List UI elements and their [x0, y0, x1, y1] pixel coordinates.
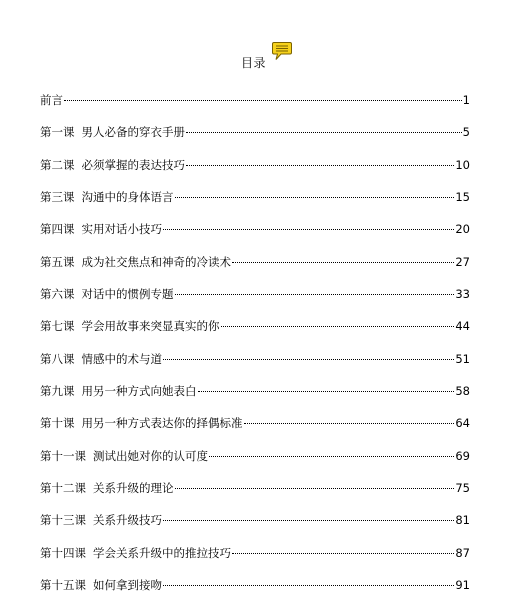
toc-lesson-title: 关系升级技巧	[93, 513, 162, 528]
table-of-contents	[40, 84, 470, 602]
toc-entry-title	[40, 246, 231, 278]
toc-entry[interactable]	[40, 407, 470, 439]
toc-lesson-title: 沟通中的身体语言	[81, 190, 174, 205]
toc-lesson-number: 第二课	[40, 157, 75, 172]
toc-entry-title	[40, 213, 162, 245]
toc-lesson-title: 实用对话小技巧	[81, 222, 162, 237]
dot-leader	[163, 585, 454, 586]
toc-entry[interactable]	[40, 278, 470, 310]
toc-page-number: 1	[462, 93, 470, 107]
toc-lesson-number: 第十课	[40, 416, 75, 431]
toc-page-number: 5	[462, 125, 470, 140]
toc-entry-title	[40, 343, 162, 375]
toc-lesson-number: 第十五课	[40, 578, 86, 593]
toc-lesson-title: 用另一种方式表达你的择偶标准	[81, 416, 243, 431]
dot-leader	[244, 423, 455, 424]
toc-entry-title	[40, 278, 174, 310]
toc-lesson-title: 测试出她对你的认可度	[93, 448, 208, 463]
toc-entry-label: 前言	[40, 93, 63, 107]
toc-lesson-title: 用另一种方式向她表白	[81, 384, 197, 399]
toc-entry-title	[40, 472, 174, 504]
toc-page-number: 15	[455, 190, 470, 205]
toc-page-number: 51	[455, 351, 470, 366]
toc-entry[interactable]	[40, 149, 470, 181]
toc-lesson-number: 第四课	[40, 222, 75, 237]
toc-lesson-number: 第十三课	[40, 513, 86, 528]
toc-page-number: 27	[455, 254, 470, 269]
toc-entry-title	[40, 84, 63, 116]
toc-page-number: 10	[455, 157, 470, 172]
toc-entry-title	[40, 116, 185, 148]
toc-entry-title	[40, 181, 174, 213]
toc-entry[interactable]	[40, 246, 470, 278]
toc-entry-title	[40, 310, 220, 342]
toc-entry-title	[40, 407, 243, 439]
toc-lesson-number: 第十四课	[40, 545, 86, 560]
toc-lesson-number: 第九课	[40, 384, 75, 399]
toc-page-number: 44	[455, 319, 470, 334]
page-title: 目录	[241, 56, 267, 70]
toc-entry[interactable]	[40, 375, 470, 407]
toc-entry[interactable]	[40, 472, 470, 504]
dot-leader	[175, 488, 455, 489]
toc-lesson-title: 学会用故事来突显真实的你	[81, 319, 220, 334]
toc-entry-title	[40, 440, 208, 472]
toc-lesson-title: 如何拿到接吻	[93, 578, 162, 593]
toc-lesson-number: 第十二课	[40, 481, 86, 496]
toc-page-number: 87	[455, 545, 470, 560]
toc-entry-title	[40, 537, 231, 569]
toc-page-number: 91	[455, 578, 470, 593]
dot-leader	[163, 520, 454, 521]
comment-icon[interactable]	[271, 40, 293, 62]
toc-page-number: 75	[455, 481, 470, 496]
toc-entry[interactable]	[40, 181, 470, 213]
toc-lesson-number: 第十一课	[40, 448, 86, 463]
toc-entry[interactable]	[40, 213, 470, 245]
toc-lesson-title: 关系升级的理论	[93, 481, 174, 496]
toc-lesson-number: 第七课	[40, 319, 75, 334]
dot-leader	[209, 456, 454, 457]
dot-leader	[163, 229, 454, 230]
toc-lesson-number: 第五课	[40, 254, 75, 269]
dot-leader	[175, 294, 455, 295]
toc-entry-title	[40, 375, 197, 407]
toc-page-number: 81	[455, 513, 470, 528]
toc-lesson-number: 第一课	[40, 125, 75, 140]
toc-lesson-title: 情感中的术与道	[81, 351, 162, 366]
dot-leader	[232, 262, 454, 263]
dot-leader	[64, 100, 462, 101]
toc-lesson-title: 学会关系升级中的推拉技巧	[93, 545, 231, 560]
toc-entry[interactable]	[40, 440, 470, 472]
toc-lesson-title: 对话中的惯例专题	[81, 287, 174, 302]
toc-lesson-title: 成为社交焦点和神奇的冷读术	[81, 254, 231, 269]
toc-entry[interactable]	[40, 537, 470, 569]
toc-page-number: 69	[455, 448, 470, 463]
dot-leader	[186, 132, 462, 133]
toc-lesson-number: 第六课	[40, 287, 75, 302]
toc-entry-title	[40, 569, 162, 601]
dot-leader	[186, 165, 454, 166]
toc-heading	[0, 38, 515, 74]
toc-entry-title	[40, 504, 162, 536]
dot-leader	[175, 197, 455, 198]
toc-lesson-title: 男人必备的穿衣手册	[81, 125, 185, 140]
toc-entry[interactable]	[40, 116, 470, 148]
toc-entry[interactable]	[40, 84, 470, 116]
dot-leader	[232, 553, 454, 554]
toc-entry[interactable]	[40, 310, 470, 342]
toc-lesson-title: 必须掌握的表达技巧	[81, 157, 185, 172]
dot-leader	[221, 326, 455, 327]
dot-leader	[163, 359, 454, 360]
toc-entry-title	[40, 149, 185, 181]
toc-lesson-number: 第三课	[40, 190, 75, 205]
toc-entry[interactable]	[40, 504, 470, 536]
toc-page-number: 58	[455, 384, 470, 399]
toc-entry[interactable]	[40, 569, 470, 601]
toc-page-number: 64	[455, 416, 470, 431]
toc-entry[interactable]	[40, 343, 470, 375]
toc-page-number: 20	[455, 222, 470, 237]
toc-lesson-number: 第八课	[40, 351, 75, 366]
dot-leader	[198, 391, 455, 392]
toc-page-number: 33	[455, 287, 470, 302]
